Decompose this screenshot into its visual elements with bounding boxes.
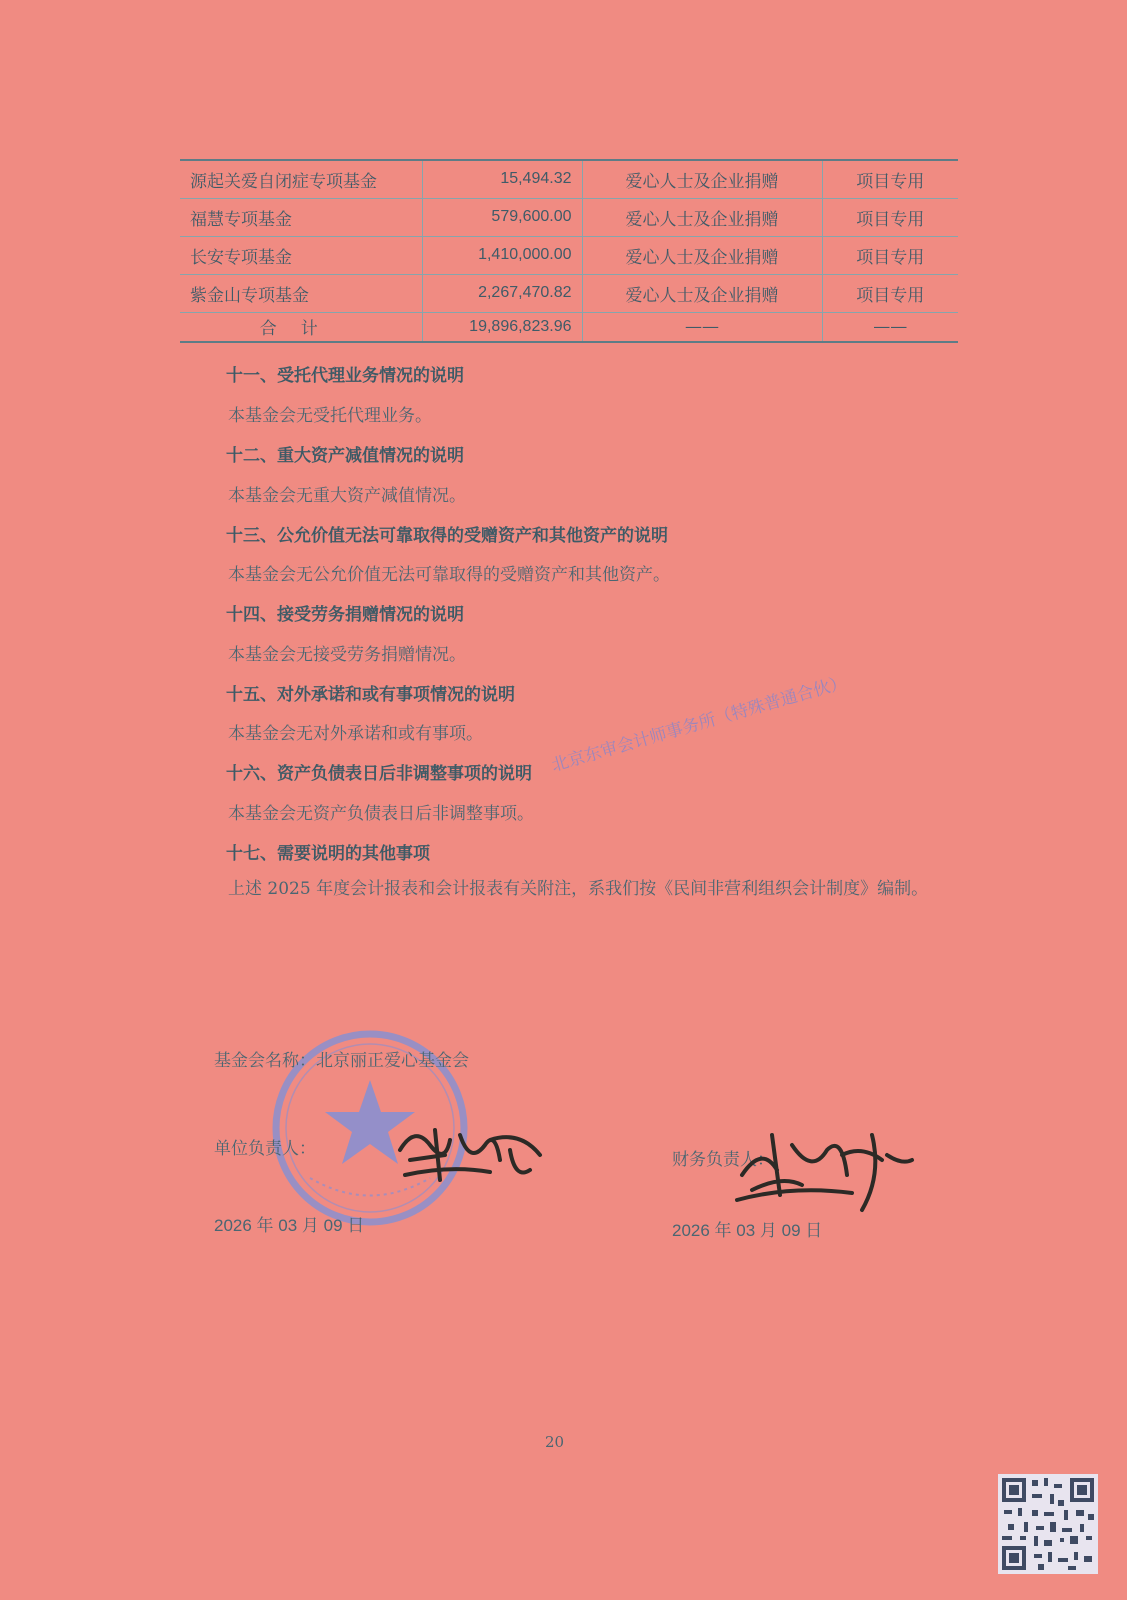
fund-source: 爱心人士及企业捐赠 bbox=[582, 236, 822, 274]
fund-name: 福慧专项基金 bbox=[180, 198, 422, 236]
auditor-watermark: 北京东审会计师事务所（特殊普通合伙） bbox=[549, 672, 850, 777]
unit-head-label: 单位负责人： bbox=[214, 1139, 316, 1159]
fund-amount: 579,600.00 bbox=[422, 198, 582, 236]
fund-name: 源起关爱自闭症专项基金 bbox=[180, 160, 422, 198]
section-body: 本基金会无受托代理业务。 bbox=[228, 406, 432, 426]
total-amount: 19,896,823.96 bbox=[422, 312, 582, 342]
section-body: 本基金会无对外承诺和或有事项。 bbox=[228, 724, 483, 744]
special-fund-table bbox=[180, 159, 958, 343]
fund-amount: 15,494.32 bbox=[422, 160, 582, 198]
table-row bbox=[180, 198, 958, 236]
section-title: 十一、受托代理业务情况的说明 bbox=[226, 366, 464, 386]
qr-code-icon bbox=[998, 1474, 1098, 1574]
section-title: 十二、重大资产减值情况的说明 bbox=[226, 446, 464, 466]
total-label: 合计 bbox=[180, 312, 422, 342]
table-row bbox=[180, 160, 958, 198]
section-title: 十四、接受劳务捐赠情况的说明 bbox=[226, 605, 464, 625]
fund-source: 爱心人士及企业捐赠 bbox=[582, 198, 822, 236]
total-use: —— bbox=[822, 312, 958, 342]
section-title: 十五、对外承诺和或有事项情况的说明 bbox=[226, 685, 515, 705]
fund-use: 项目专用 bbox=[822, 198, 958, 236]
fund-amount: 2,267,470.82 bbox=[422, 274, 582, 312]
finance-head-label: 财务负责人： bbox=[672, 1150, 774, 1170]
fund-source: 爱心人士及企业捐赠 bbox=[582, 160, 822, 198]
fund-amount: 1,410,000.00 bbox=[422, 236, 582, 274]
section-title: 十六、资产负债表日后非调整事项的说明 bbox=[226, 764, 532, 784]
fund-name: 紫金山专项基金 bbox=[180, 274, 422, 312]
total-source: —— bbox=[582, 312, 822, 342]
table-total-row bbox=[180, 312, 958, 342]
fund-use: 项目专用 bbox=[822, 274, 958, 312]
section-body: 本基金会无接受劳务捐赠情况。 bbox=[228, 645, 466, 665]
table-row bbox=[180, 274, 958, 312]
fund-use: 项目专用 bbox=[822, 236, 958, 274]
section-body: 本基金会无公允价值无法可靠取得的受赠资产和其他资产。 bbox=[228, 565, 670, 585]
unit-date: 2026 年 03 月 09 日 bbox=[214, 1216, 365, 1235]
fund-use: 项目专用 bbox=[822, 160, 958, 198]
section-body: 本基金会无重大资产减值情况。 bbox=[228, 486, 466, 506]
fund-source: 爱心人士及企业捐赠 bbox=[582, 274, 822, 312]
unit-head-signature-icon bbox=[390, 1110, 550, 1190]
section-body: 本基金会无资产负债表日后非调整事项。 bbox=[228, 804, 534, 824]
closing-paragraph: 上述 2025 年度会计报表和会计报表有关附注，系我们按《民间非营利组织会计制度》编制。 bbox=[228, 879, 929, 899]
foundation-name-label: 基金会名称：北京丽正爱心基金会 bbox=[214, 1051, 469, 1071]
fund-name: 长安专项基金 bbox=[180, 236, 422, 274]
finance-head-signature-icon bbox=[732, 1115, 922, 1225]
finance-date: 2026 年 03 月 09 日 bbox=[672, 1221, 823, 1240]
table-row bbox=[180, 236, 958, 274]
section-title: 十七、需要说明的其他事项 bbox=[226, 844, 430, 864]
section-title: 十三、公允价值无法可靠取得的受赠资产和其他资产的说明 bbox=[226, 526, 668, 546]
page-number: 20 bbox=[545, 1433, 565, 1451]
